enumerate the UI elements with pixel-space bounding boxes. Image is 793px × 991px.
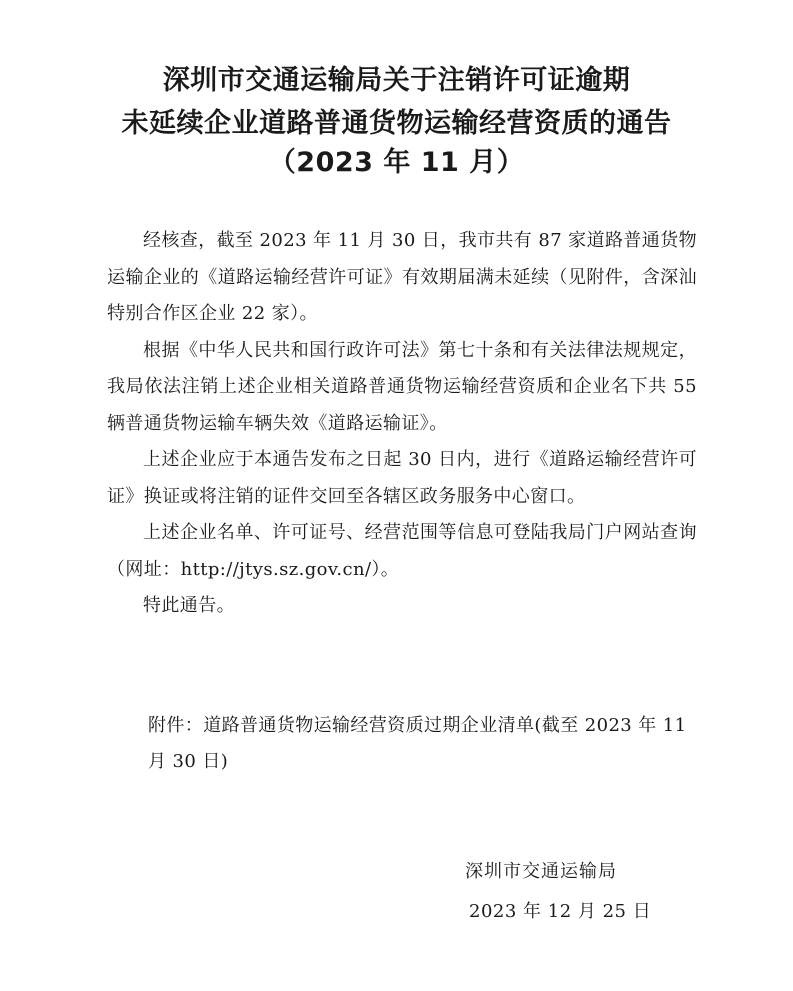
paragraph-closing: 特此通告。 (143, 595, 235, 616)
attachment-title: 道路普通货物运输经营资质过期企业清单(截至 2023 年 11 月 30 日) (148, 715, 687, 772)
notice-title-line-1: 深圳市交通运输局关于注销许可证逾期 (162, 65, 631, 96)
issuing-organization: 深圳市交通运输局 (465, 861, 617, 882)
notice-title-line-2: 未延续企业道路普通货物运输经营资质的通告 (121, 108, 672, 139)
paragraph-legal-basis: 根据《中华人民共和国行政许可法》第七十条和有关法律法规规定，我局依法注销上述企业相关道路普通货物运输经营资质和企业名下共 55 辆普通货物运输车辆失效《道路运输证》。 (107, 339, 697, 434)
attachment-label: 附件： (148, 715, 204, 736)
notice-title-date: （2023 年 11 月） (268, 147, 525, 178)
notice-body (107, 223, 697, 625)
issue-date: 2023 年 12 月 25 日 (469, 901, 652, 922)
paragraph-verification: 经核查，截至 2023 年 11 月 30 日，我市共有 87 家道路普通货物运输企业的《道路运输经营许可证》有效期届满未延续（见附件，含深汕特别合作区企业 22 家）。 (107, 230, 697, 324)
attachment (148, 708, 698, 780)
paragraph-website: 上述企业名单、许可证号、经营范围等信息可登陆我局门户网站查询（网址：http://jtys.sz.gov.cn/）。 (107, 522, 697, 580)
paragraph-deadline: 上述企业应于本通告发布之日起 30 日内，进行《道路运输经营许可证》换证或将注销的证件交回至各辖区政务服务中心窗口。 (107, 449, 697, 507)
